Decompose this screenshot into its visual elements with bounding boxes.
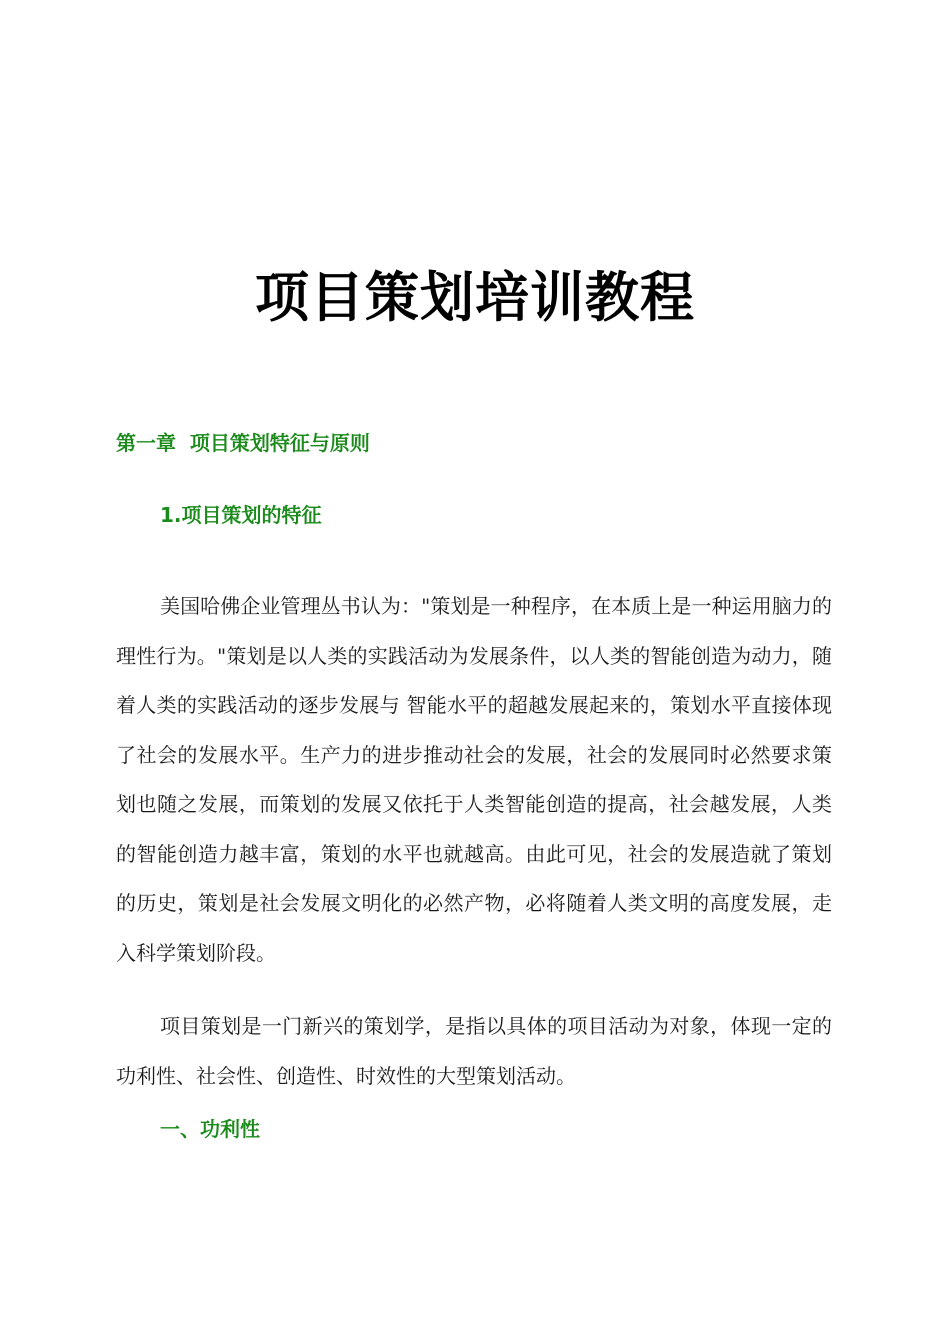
paragraph-project-planning-definition: 项目策划是一门新兴的策划学，是指以具体的项目活动为对象，体现一定的功利性、社会性、创造性、时效性的大型策划活动。 [116,1014,832,1088]
document-title: 项目策划培训教程 [255,266,695,329]
paragraph-harvard-definition: 美国哈佛企业管理丛书认为："策划是一种程序，在本质上是一种运用脑力的理性行为。"策划是以人类的实践活动为发展条件，以人类的智能创造为动力，随着人类的实践活动的逐步发展与 智能水平的超越发展起来的，策划水平直接体现了社会的发展水平。生产力的进步推动社会的发展，社会的发展同时必然要求策划也随之发展，而策划的发展又依托于人类智能创造的提高，社会越发展，人类的智能创造力越丰富，策划的水平也就越高。由此可见，社会的发展造就了策划的历史，策划是社会发展文明化的必然产物，必将随着人类文明的高度发展，走入科学策划阶段。 [116,594,832,965]
chapter-heading: 第一章 项目策划特征与原则 [116,431,370,455]
section-heading-features: 1.项目策划的特征 [160,503,322,527]
section-heading-utility: 一、功利性 [160,1117,260,1141]
